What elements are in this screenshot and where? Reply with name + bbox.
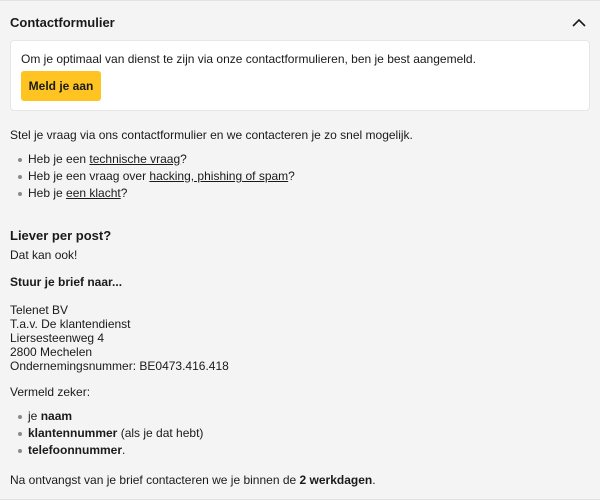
intro-text: Stel je vraag via ons contactformulier en we contacteren je zo snel mogelijk. — [10, 128, 413, 142]
list-item: Heb je een klacht? — [18, 186, 295, 201]
address-line: Liersesteenweg 4 — [10, 331, 105, 345]
login-button[interactable]: Meld je aan — [21, 71, 101, 101]
top-divider — [0, 0, 600, 1]
technical-question-link[interactable]: technische vraag — [89, 152, 181, 166]
list-item: telefoonnummer. — [18, 443, 203, 458]
list-item: Heb je een vraag over hacking, phishing of spam? — [18, 169, 295, 184]
mention-label: Vermeld zeker: — [10, 385, 91, 399]
list-item: je naam — [18, 409, 203, 424]
chevron-up-icon[interactable] — [568, 11, 590, 33]
hacking-phishing-spam-link[interactable]: hacking, phishing of spam — [149, 169, 289, 183]
closing-text: Na ontvangst van je brief contacteren we je binnen de 2 werkdagen. — [10, 473, 376, 487]
question-list — [18, 152, 295, 201]
list-item: klantennummer (als je dat hebt) — [18, 426, 203, 441]
postal-address — [10, 303, 229, 373]
post-subtext: Dat kan ook! — [10, 248, 78, 262]
login-card-text: Om je optimaal van dienst te zijn via onze contactformulieren, ben je best aangemeld. — [21, 52, 476, 66]
complaint-link[interactable]: een klacht — [66, 186, 121, 200]
section-title: Contactformulier — [10, 14, 115, 30]
accordion-header[interactable] — [10, 8, 590, 36]
send-heading: Stuur je brief naar... — [10, 275, 123, 289]
mention-list — [18, 409, 203, 458]
address-line: T.a.v. De klantendienst — [10, 317, 131, 331]
address-line: 2800 Mechelen — [10, 345, 93, 359]
login-card — [10, 40, 590, 111]
address-line: Ondernemingsnummer: BE0473.416.418 — [10, 359, 229, 373]
address-line: Telenet BV — [10, 303, 69, 317]
list-item: Heb je een technische vraag? — [18, 152, 295, 167]
post-heading: Liever per post? — [10, 228, 112, 243]
